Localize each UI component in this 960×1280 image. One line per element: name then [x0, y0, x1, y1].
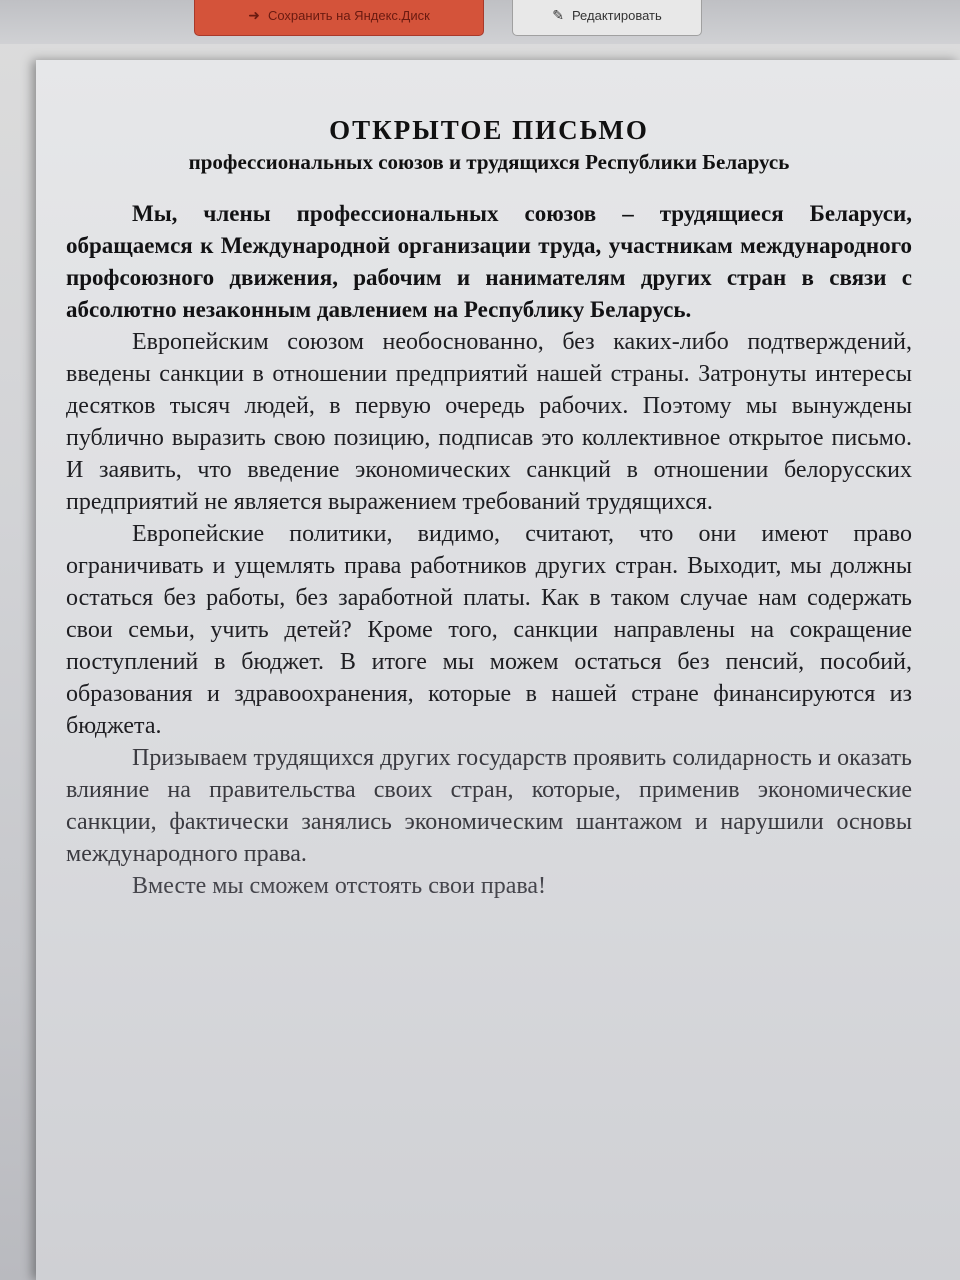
- paragraph: Европейским союзом необоснованно, без каких-либо подтверждений, введены санкции в отношении предприятий нашей страны. Затронуты интересы десятков тысяч людей, в первую очередь рабочих. Поэтому мы вынуждены публично выразить свою позицию, подписав это коллективное открытое письмо. И заявить, что введение экономических санкций в отношении белорусских предприятий не является выражением требований трудящихся.: [66, 329, 912, 515]
- toolbar: [0, 0, 960, 44]
- save-to-yandex-disk-button[interactable]: [194, 0, 484, 36]
- letter-body: [66, 112, 912, 902]
- save-button-label: Сохранить на Яндекс.Диск: [267, 7, 430, 23]
- paragraph: Европейские политики, видимо, считают, что они имеют право ограничивать и ущемлять права работников других стран. Выходит, мы должны остаться без работы, без заработной платы. Как в таком случае нам содержать свои семьи, учить детей? Кроме того, санкции направлены на сокращение поступлений в бюджет. В итоге мы можем остаться без пенсий, пособий, образования и здравоохранения, которые в нашей стране финансируются из бюджета.: [66, 521, 912, 739]
- pencil-icon: ✎: [552, 6, 564, 23]
- paragraph: Вместе мы сможем отстоять свои права!: [132, 873, 547, 899]
- edit-button[interactable]: [512, 0, 702, 36]
- letter-subtitle: профессиональных союзов и трудящихся Республики Беларусь: [188, 150, 790, 174]
- paragraph: Призываем трудящихся других государств проявить солидарность и оказать влияние на правительства своих стран, которые, применив экономические санкции, фактически занялись экономическим шантажом и нарушили основы международного права.: [66, 745, 912, 867]
- letter-title: ОТКРЫТОЕ ПИСЬМО: [329, 115, 649, 145]
- edit-button-label: Редактировать: [571, 7, 662, 23]
- disk-icon: ➜: [248, 6, 260, 23]
- paragraph: Мы, члены профессиональных союзов – трудящиеся Беларуси, обращаемся к Международной организации труда, участникам международного профсоюзного движения, рабочим и нанимателям других стран в связи с абсолютно незаконным давлением на Республику Беларусь.: [66, 201, 912, 322]
